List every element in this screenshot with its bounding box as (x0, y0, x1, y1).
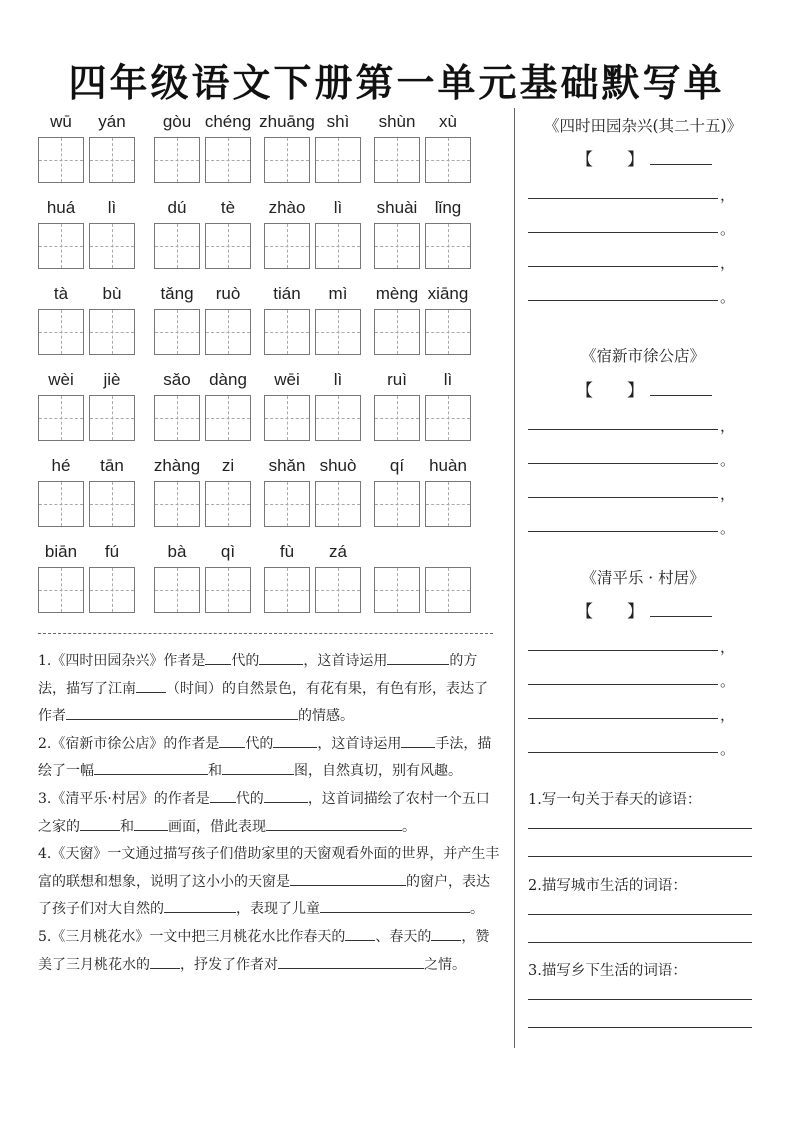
pinyin-label: fù (279, 542, 295, 561)
poem-author-slot[interactable] (576, 145, 712, 170)
pinyin-label: shùn (378, 112, 416, 131)
pinyin-label: tà (53, 284, 69, 303)
fill-task-title: 3.描写乡下生活的词语： (528, 963, 687, 979)
author-blank[interactable] (650, 383, 712, 396)
answer-blank[interactable] (401, 731, 435, 748)
page-title: 四年级语文下册第一单元基础默写单 (68, 60, 725, 105)
question-text: 。 (402, 818, 416, 835)
fill-task-title: 2.描写城市生活的词语： (528, 878, 687, 894)
verse-line[interactable] (528, 752, 718, 753)
pinyin-label: xiāng (427, 284, 469, 303)
verse-punct: ， (720, 186, 736, 204)
question-text: 手法，描绘了一幅 (38, 735, 492, 780)
writing-cell[interactable] (38, 223, 84, 269)
verse-punct: ， (720, 485, 736, 503)
writing-cell[interactable] (315, 481, 361, 527)
question-text: 的窗户，表达了孩子们对大自然的 (38, 873, 490, 918)
question-3 (38, 786, 500, 841)
writing-cell[interactable] (425, 223, 471, 269)
question-text: ，赞美了三月桃花水的 (38, 928, 490, 973)
writing-cell[interactable] (315, 567, 361, 613)
question-text: 1.《四时田园杂兴》作者是 (38, 653, 206, 669)
question-list (38, 648, 500, 979)
pinyin-row (38, 112, 493, 198)
answer-blank[interactable] (387, 648, 449, 665)
writing-cell[interactable] (154, 223, 200, 269)
verse-line[interactable] (528, 300, 718, 301)
writing-cell[interactable] (89, 481, 135, 527)
question-text: 3.《清平乐·村居》的作者是 (38, 790, 210, 807)
writing-cell[interactable] (425, 395, 471, 441)
writing-cell[interactable] (264, 567, 310, 613)
question-text: 之情。 (424, 956, 466, 973)
bracket-open: 【 (576, 602, 593, 622)
writing-cell[interactable] (89, 395, 135, 441)
pinyin-label: bà (167, 542, 187, 561)
writing-cell[interactable] (154, 567, 200, 613)
answer-line[interactable] (528, 942, 752, 943)
pinyin-label: lì (333, 198, 343, 217)
verse-punct: ， (720, 254, 736, 272)
answer-blank[interactable] (219, 731, 245, 748)
writing-cell[interactable] (315, 309, 361, 355)
pinyin-label: lì (443, 370, 453, 389)
answer-blank[interactable] (342, 896, 470, 913)
pinyin-label: zhàng (153, 456, 201, 475)
poem-title: 《宿新市徐公店》 (580, 347, 705, 365)
verse-line[interactable] (528, 531, 718, 532)
pinyin-row (38, 284, 493, 370)
bracket-close: 】 (627, 602, 644, 622)
answer-blank[interactable] (164, 896, 236, 913)
writing-cell[interactable] (205, 223, 251, 269)
pinyin-label: sǎo (163, 370, 191, 389)
pinyin-label: mèng (375, 284, 419, 303)
question-5 (38, 924, 500, 979)
pinyin-label: zi (221, 456, 235, 475)
question-text: ，抒发了作者对 (180, 956, 278, 973)
answer-blank[interactable] (210, 786, 236, 803)
question-text: 画面，借此表现 (168, 818, 266, 835)
question-text: ，这首诗运用 (317, 735, 402, 752)
question-text: 2.《宿新市徐公店》的作者是 (38, 735, 220, 752)
writing-cell[interactable] (374, 223, 420, 269)
answer-blank[interactable] (404, 952, 424, 969)
writing-cell[interactable] (38, 309, 84, 355)
pinyin-label: shì (326, 112, 350, 131)
pinyin-label: dú (167, 198, 187, 217)
answer-blank[interactable] (264, 786, 308, 803)
question-text: 和 (208, 763, 222, 780)
writing-cell[interactable] (205, 137, 251, 183)
question-text: 。 (470, 901, 484, 918)
pinyin-label: xù (439, 112, 457, 131)
answer-blank[interactable] (94, 758, 208, 775)
bracket-close: 】 (627, 150, 644, 170)
answer-line[interactable] (528, 828, 752, 829)
answer-blank[interactable] (273, 731, 317, 748)
pinyin-label: qí (389, 456, 405, 475)
question-text: 图，自然真切，别有风趣。 (294, 763, 462, 780)
answer-line[interactable] (528, 914, 752, 915)
answer-blank[interactable] (320, 896, 342, 913)
pinyin-label: huá (46, 198, 76, 217)
verse-punct: 。 (720, 740, 736, 758)
question-2 (38, 731, 500, 786)
answer-line[interactable] (528, 999, 752, 1000)
poem-author-slot[interactable] (576, 597, 712, 622)
pinyin-label: mì (328, 284, 348, 303)
pinyin-label: wū (50, 112, 72, 131)
writing-cell[interactable] (315, 137, 361, 183)
verse-line[interactable] (528, 463, 718, 464)
pinyin-label: tān (100, 456, 124, 475)
verse-punct: 。 (720, 451, 736, 469)
pinyin-label: yán (98, 112, 126, 131)
answer-blank[interactable] (150, 952, 180, 969)
writing-cell[interactable] (264, 481, 310, 527)
question-text: 代的 (235, 790, 264, 807)
pinyin-label: lǐng (434, 198, 462, 217)
answer-blank[interactable] (345, 924, 375, 941)
pinyin-label: tǎng (160, 284, 194, 303)
pinyin-row (38, 198, 493, 284)
writing-cell[interactable] (374, 481, 420, 527)
verse-punct: ， (720, 638, 736, 656)
pinyin-label: tè (220, 198, 236, 217)
pinyin-label: shuò (319, 456, 357, 475)
bracket-open: 【 (576, 381, 593, 401)
writing-cell[interactable] (264, 223, 310, 269)
writing-cell[interactable] (425, 481, 471, 527)
verse-punct: 。 (720, 519, 736, 537)
question-text: （时间）的自然景色，有花有果，有色有形，表达了作者 (38, 680, 488, 725)
question-text: 4.《天窗》一文通过描写孩子们借助家里的天窗观看外面的世界，并产生丰富的联想和想象，说明了这小小的天窗是 (38, 846, 500, 890)
pinyin-row (38, 542, 493, 628)
answer-blank[interactable] (386, 869, 406, 886)
pinyin-row (38, 370, 493, 456)
pinyin-label: hé (51, 456, 71, 475)
pinyin-label: fú (104, 542, 120, 561)
answer-blank[interactable] (134, 814, 168, 831)
question-text: 的情感。 (298, 708, 354, 725)
pinyin-label: tián (273, 284, 301, 303)
pinyin-label: zhào (268, 198, 306, 217)
writing-cell[interactable] (89, 223, 135, 269)
pinyin-label: dàng (209, 370, 247, 389)
author-blank[interactable] (650, 152, 712, 165)
writing-cell[interactable] (264, 395, 310, 441)
pinyin-label: lì (107, 198, 117, 217)
answer-blank[interactable] (431, 924, 461, 941)
writing-cell[interactable] (38, 481, 84, 527)
writing-cell[interactable] (264, 309, 310, 355)
pinyin-label: biān (44, 542, 78, 561)
question-text: 的方法，描写了江南 (38, 653, 478, 697)
writing-cell[interactable] (374, 309, 420, 355)
pinyin-label: wèi (48, 370, 74, 389)
question-text: 5.《三月桃花水》一文中把三月桃花水比作春天的 (38, 928, 346, 945)
pinyin-label: shuài (376, 198, 418, 217)
verse-line[interactable] (528, 718, 718, 719)
writing-cell[interactable] (38, 395, 84, 441)
writing-cell[interactable] (425, 309, 471, 355)
poem-title: 《四时田园杂兴(其二十五)》 (543, 117, 743, 135)
pinyin-label: chéng (204, 112, 252, 131)
poem-title: 《清平乐 · 村居》 (581, 569, 705, 587)
bracket-close: 】 (627, 381, 644, 401)
poem-author-slot[interactable] (576, 376, 712, 401)
question-1 (38, 648, 500, 731)
answer-blank[interactable] (290, 869, 386, 886)
writing-cell[interactable] (154, 481, 200, 527)
answer-blank[interactable] (278, 952, 404, 969)
pinyin-label: bù (102, 284, 122, 303)
writing-cell[interactable] (205, 309, 251, 355)
verse-punct: ， (720, 417, 736, 435)
writing-cell[interactable] (425, 137, 471, 183)
fill-task-title: 1.写一句关于春天的谚语： (528, 792, 702, 808)
question-text: ，表现了儿童 (236, 901, 320, 918)
answer-blank[interactable] (136, 676, 166, 693)
writing-cell[interactable] (89, 309, 135, 355)
writing-cell[interactable] (315, 223, 361, 269)
writing-cell[interactable] (374, 137, 420, 183)
writing-cell[interactable] (154, 137, 200, 183)
answer-blank[interactable] (266, 814, 402, 831)
answer-blank[interactable] (66, 703, 298, 720)
pinyin-label: ruì (387, 370, 407, 389)
verse-line[interactable] (528, 266, 718, 267)
verse-line[interactable] (528, 650, 718, 651)
pinyin-label (417, 542, 479, 564)
verse-punct: 。 (720, 288, 736, 306)
answer-line[interactable] (528, 1027, 752, 1028)
verse-punct: 。 (720, 220, 736, 238)
writing-cell[interactable] (205, 481, 251, 527)
answer-blank[interactable] (205, 648, 231, 665)
writing-cell[interactable] (315, 395, 361, 441)
writing-cell[interactable] (425, 567, 471, 613)
answer-blank[interactable] (222, 758, 294, 775)
verse-line[interactable] (528, 232, 718, 233)
verse-line[interactable] (528, 198, 718, 199)
verse-punct: 。 (720, 672, 736, 690)
writing-cell[interactable] (374, 395, 420, 441)
question-text: 、春天的 (375, 928, 432, 945)
answer-line[interactable] (528, 856, 752, 857)
section-divider (38, 633, 493, 634)
pinyin-row (38, 456, 493, 542)
answer-blank[interactable] (259, 648, 303, 665)
pinyin-label: huàn (429, 456, 467, 475)
verse-line[interactable] (528, 429, 718, 430)
pinyin-label: gòu (162, 112, 192, 131)
pinyin-label: qì (220, 542, 236, 561)
writing-cell[interactable] (89, 567, 135, 613)
writing-cell[interactable] (374, 567, 420, 613)
pinyin-label: ruò (215, 284, 241, 303)
writing-cell[interactable] (154, 309, 200, 355)
question-text: 代的 (245, 735, 274, 752)
writing-cell[interactable] (205, 395, 251, 441)
pinyin-label: wēi (274, 370, 300, 389)
author-blank[interactable] (650, 604, 712, 617)
pinyin-label: shǎn (268, 456, 306, 475)
writing-cell[interactable] (38, 567, 84, 613)
pinyin-label: jiè (103, 370, 121, 389)
writing-cell[interactable] (154, 395, 200, 441)
pinyin-grid (38, 112, 493, 628)
answer-blank[interactable] (80, 814, 120, 831)
pinyin-label: zhuāng (259, 112, 315, 131)
writing-cell[interactable] (38, 137, 84, 183)
question-text: ，这首诗运用 (303, 653, 388, 669)
question-4 (38, 841, 500, 924)
question-text: 和 (120, 818, 134, 835)
question-text: ，这首词描绘了农村一个五口之家的 (38, 790, 490, 835)
question-text: 代的 (231, 653, 260, 669)
writing-cell[interactable] (264, 137, 310, 183)
verse-punct: ， (720, 706, 736, 724)
column-divider (514, 108, 515, 1048)
verse-line[interactable] (528, 497, 718, 498)
verse-line[interactable] (528, 684, 718, 685)
pinyin-label: lì (333, 370, 343, 389)
writing-cell[interactable] (205, 567, 251, 613)
pinyin-label: zá (329, 542, 347, 561)
writing-cell[interactable] (89, 137, 135, 183)
bracket-open: 【 (576, 150, 593, 170)
